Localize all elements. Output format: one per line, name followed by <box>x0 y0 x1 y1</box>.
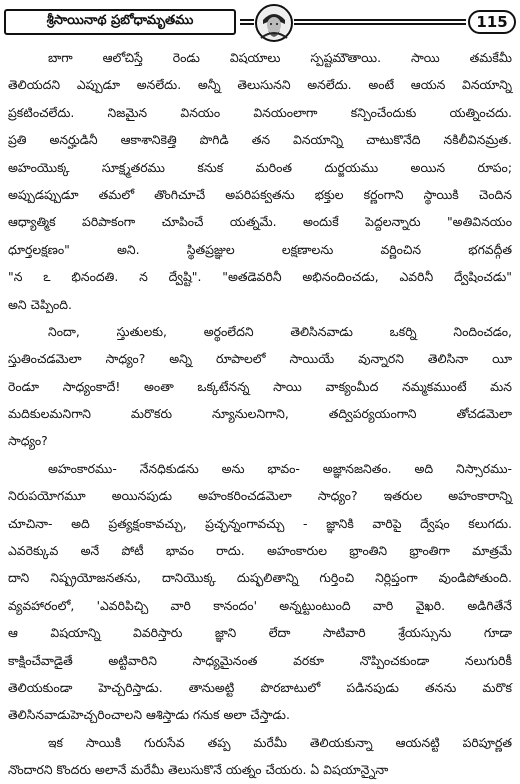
book-title: శ్రీసాయినాథ ప్రబోధామృతము <box>4 9 236 35</box>
text-line: అని చెప్పింది. <box>8 296 72 312</box>
text-line: అహంకారము- నేనధికుడను అను భావం- అజ్ఞానజనితం. అది నిస్సారము- <box>48 460 512 476</box>
text-line: ధూర్తలక్షణం" అని. స్థితప్రజ్ఞుల లక్షణాలను వర్ణించిన భగవద్గీత <box>8 241 512 257</box>
paragraph <box>8 455 512 729</box>
text-line: "న ఽ భినందతి. న ద్వేష్టి". "అతడెవరినీ అభినందించడు, ఎవరినీ ద్వేషించడు" <box>8 269 512 285</box>
paragraph <box>8 44 512 318</box>
page-body <box>8 44 512 784</box>
text-line: వ్యవహారంలో, 'ఎవరిపిచ్చి వారి కానందం' అన్నట్టుంటుంది వారి వైఖరి. అడిగితేనే <box>8 597 512 613</box>
text-line: ఆ విషయాన్ని వివరిస్తారు జ్ఞాని లేదా సాటివారి శ్రేయస్సును గూడా <box>8 625 512 641</box>
paragraph <box>8 729 512 784</box>
sai-baba-portrait-icon <box>255 4 293 42</box>
header-rule-left <box>240 19 254 25</box>
text-line: నొందారని కొందరు అలానే మరేమీ తెలుసుకొనే యత్నం చేయరు. ఏ విషయాన్నైనా <box>8 762 389 778</box>
text-line: తెలియదని ఎప్పుడూ అనలేదు. అన్నీ తెలుసునని అనలేదు. అంటే ఆయన వినయాన్ని <box>8 77 512 93</box>
text-line: మదికులమనిగాని మరొకరు న్యూనులనిగాని, తద్విపర్యయంగాని తోచడమెలా <box>8 406 512 422</box>
page-number: 115 <box>468 10 516 34</box>
text-line: స్తుతించడమెలా సాధ్యం? అన్ని రూపాలలో సాయియే వున్నారని తెలిసినా యీ <box>8 351 512 367</box>
paragraph <box>8 318 512 455</box>
text-line: ఆధ్యాత్మిక పరిపాకంగా చూపించే యత్నమే. అందుకే పెద్దలన్నారు "అతివినయం <box>8 214 512 230</box>
text-line: రెండూ సాధ్యంకాదే! అంతా ఒక్కటేనన్న సాయి వాక్యంమీద నమ్మకముంటే మన <box>8 378 512 394</box>
text-line: తెలిసినవాడుహెచ్చరించాలని ఆశిస్తాడు గనుక అలా చేస్తాడు. <box>8 707 290 723</box>
text-line: ఎవరెక్కువ అనే పోటీ భావం రాదు. అహంకారుల భ్రాంతిని భ్రాంతిగా మాత్రమే <box>8 543 512 559</box>
text-line: అప్పుడప్పుడూ తమలో తొంగిచూచే అపరిపక్వతను భక్తుల కర్ణంగాని స్థాయికి చెందిన <box>8 186 512 202</box>
text-line: నిరుపయోగమూ అయినపుడు అహంకరించడమెలా సాధ్యం? ఇతరుల అహంకారాన్ని <box>8 488 512 504</box>
text-line: చూచినా- అది ప్రత్యక్షంకావచ్చు, ప్రచ్ఛన్నంగావచ్చు - జ్ఞానికి వారిపై ద్వేషం కలుగదు. <box>8 515 512 531</box>
text-line: ఇక సాయికి గురుసేవ తప్ప మరేమీ తెలియకున్నా ఆయనట్టి పరిపూర్ణత <box>48 734 512 750</box>
text-line: సాధ్యం? <box>8 433 48 449</box>
text-line: ప్రకటించలేదు. నిజమైన వినయం వినయంలాగా కన్పించేందుకు యత్నించదు. <box>8 104 512 120</box>
text-line: అహంయొక్క సూక్ష్మతరము కనుక మరింత దుర్జయము అయిన రూపం; <box>8 159 512 175</box>
text-line: బాగా ఆలోచిస్తే రెండు విషయాలు స్పష్టమౌతాయి. సాయి తమకేమీ <box>48 50 512 65</box>
text-line: ప్రతి అనర్హుడినీ ఆకాశానికెత్తి పొగిడి తన వినయాన్ని చాటుకొనేది నకిలీవినమ్రత. <box>8 132 512 148</box>
text-line: తెలియకుండా హెచ్చరిస్తాడు. తానుఅట్టి పొరబాటులో పడినపుడు తనను మరొక <box>8 679 512 695</box>
text-line: నిందా, స్తుతులకు, అర్థంలేదని తెలిసినవాడు ఒకర్ని నిందించడం, <box>48 323 512 339</box>
text-line: కాక్షించేవాడైతే అట్టివారిని సాధ్యమైనంత వరకూ నొప్పించకుండా నలుగురికీ <box>8 652 512 668</box>
page-header <box>4 4 516 44</box>
header-rule-right <box>294 19 466 25</box>
portrait-drawing <box>257 6 291 40</box>
text-line: దాని నిష్ప్రయోజనతను, దానియొక్క దుష్ఫలితాన్ని గుర్తించి నిర్లిప్తంగా వుండిపోతుంది. <box>8 570 512 586</box>
